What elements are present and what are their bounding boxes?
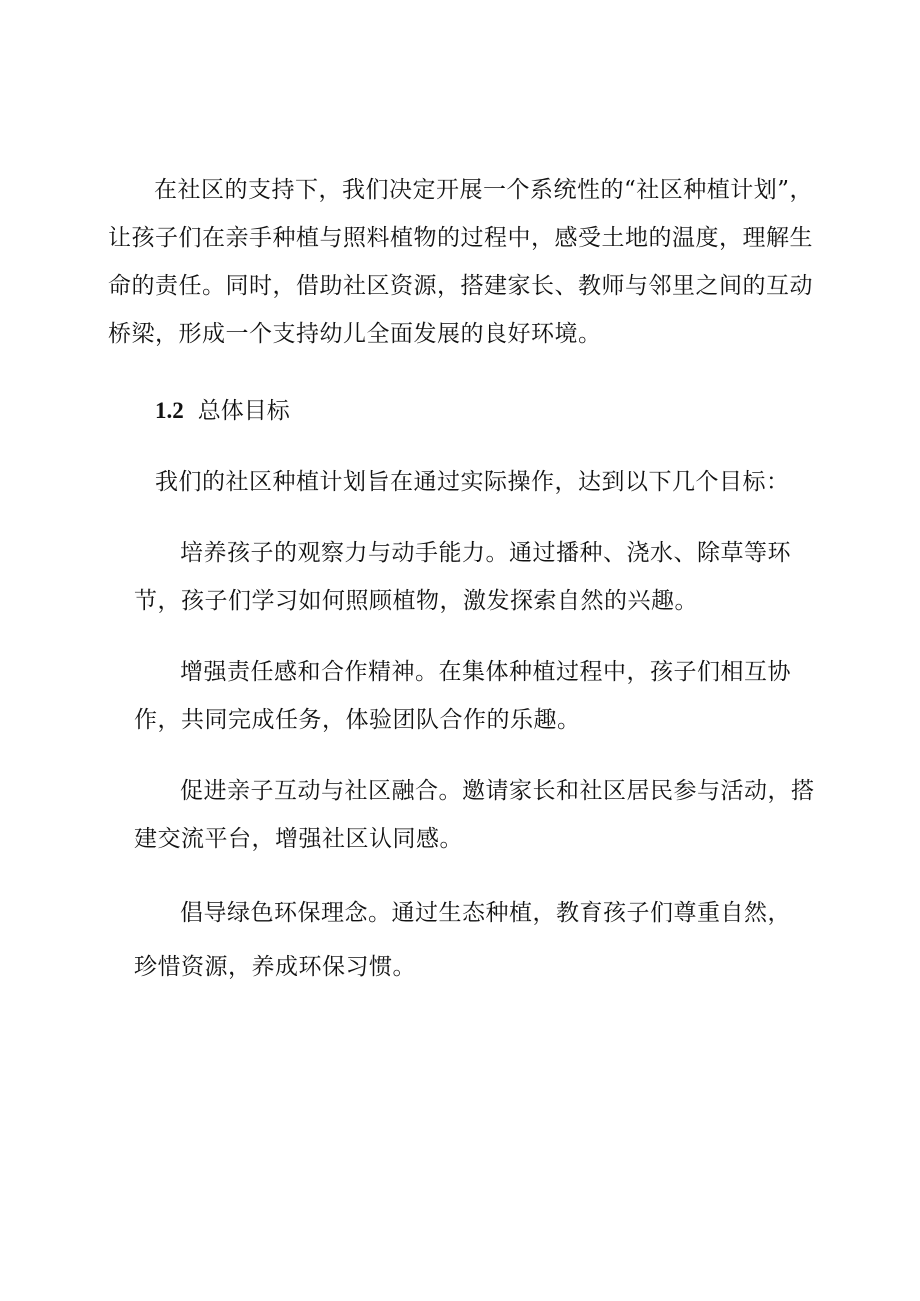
goal-4-line-1: 倡导绿色环保理念。通过生态种植，教育孩子们尊重自然， bbox=[180, 900, 791, 926]
goal-2-line-1: 增强责任感和合作精神。在集体种植过程中，孩子们相互协 bbox=[180, 659, 791, 685]
goal-3-line-2: 建交流平台，增强社区认同感。 bbox=[134, 826, 463, 852]
goal-paragraph-1 bbox=[134, 529, 791, 625]
goal-4-line-2: 珍惜资源，养成环保习惯。 bbox=[134, 954, 416, 980]
lead-paragraph bbox=[155, 458, 790, 506]
goal-paragraph-4 bbox=[134, 886, 791, 994]
intro-line-2: 让孩子们在亲手种植与照料植物的过程中，感受土地的温度，理解生 bbox=[108, 225, 813, 251]
goal-paragraph-3 bbox=[134, 767, 815, 863]
intro-line-1: 在社区的支持下，我们决定开展一个系统性的“社区种植计划”， bbox=[154, 177, 814, 203]
lead-line: 我们的社区种植计划旨在通过实际操作，达到以下几个目标： bbox=[155, 469, 790, 495]
intro-line-4: 桥梁，形成一个支持幼儿全面发展的良好环境。 bbox=[108, 321, 602, 347]
intro-paragraph bbox=[108, 166, 813, 358]
section-number: 1.2 bbox=[155, 398, 184, 423]
goal-1-line-2: 节，孩子们学习如何照顾植物，激发探索自然的兴趣。 bbox=[134, 588, 698, 614]
section-heading bbox=[155, 387, 290, 435]
goal-1-line-1: 培养孩子的观察力与动手能力。通过播种、浇水、除草等环 bbox=[180, 540, 791, 566]
goal-3-line-1: 促进亲子互动与社区融合。邀请家长和社区居民参与活动，搭 bbox=[180, 778, 815, 804]
goal-paragraph-2 bbox=[134, 648, 791, 744]
intro-line-3: 命的责任。同时，借助社区资源，搭建家长、教师与邻里之间的互动 bbox=[108, 273, 813, 299]
section-title: 总体目标 bbox=[197, 398, 290, 424]
goal-2-line-2: 作，共同完成任务，体验团队合作的乐趣。 bbox=[134, 707, 581, 733]
